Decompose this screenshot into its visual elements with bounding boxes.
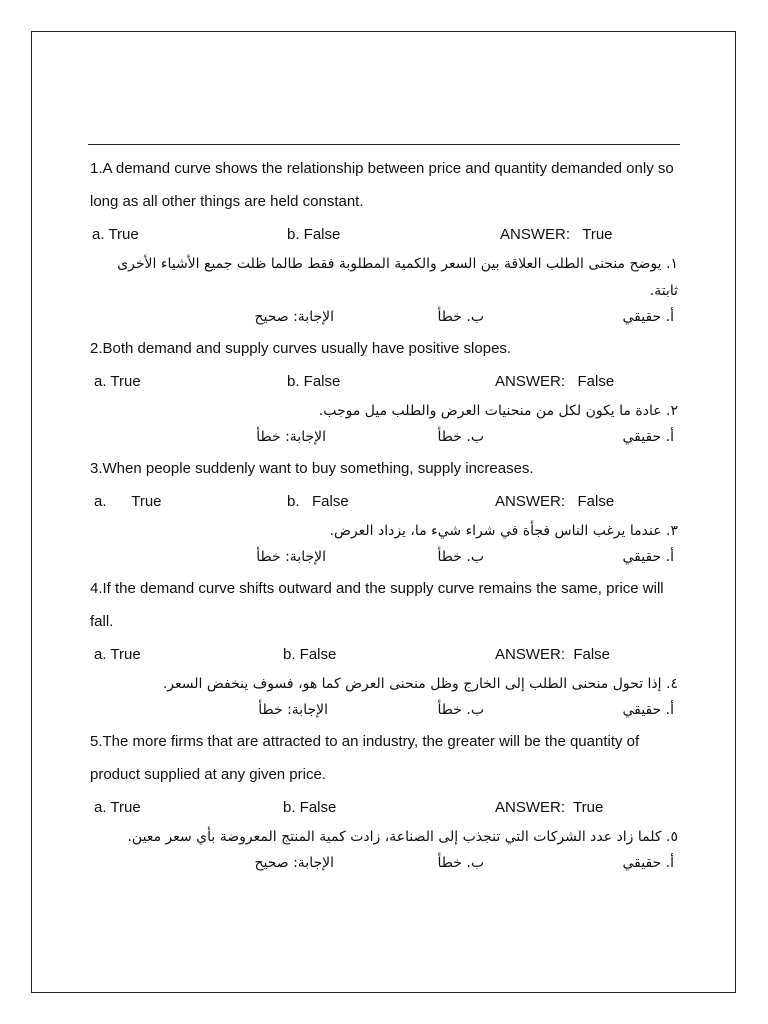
arabic-question-text: ١. يوضح منحنى الطلب العلاقة بين السعر والكمية المطلوبة فقط طالما ظلت جميع الأشياء الأخرى ثابتة. [117, 256, 678, 299]
header-rule [88, 144, 680, 145]
arabic-answer-options [90, 305, 684, 332]
arabic-option-a: أ. حقيقي [622, 549, 674, 565]
answer-label: ANSWER: False [495, 493, 615, 510]
arabic-answer-label: الإجابة: خطأ [256, 549, 326, 565]
arabic-question-text: ٥. كلما زاد عدد الشركات التي تنجذب إلى الصناعة، زادت كمية المنتج المعروضة بأي سعر معين. [127, 829, 678, 845]
option-a: a. True [94, 799, 141, 816]
question-text: 3.When people suddenly want to buy something, supply increases. [90, 460, 534, 477]
answer-label: ANSWER: False [495, 373, 615, 390]
question-block [90, 452, 684, 572]
answer-options [90, 638, 684, 671]
arabic-answer-label: الإجابة: صحيح [254, 855, 334, 871]
answer-options [90, 485, 684, 518]
option-b: b. False [287, 493, 349, 510]
question-block [90, 152, 684, 332]
arabic-option-b: ب. خطأ [437, 309, 484, 325]
answer-options [90, 365, 684, 398]
arabic-question-text: ٤. إذا تحول منحنى الطلب إلى الخارج وظل منحنى العرض كما هو، فسوف ينخفض السعر. [162, 676, 678, 692]
answer-label: ANSWER: False [495, 646, 611, 663]
question-block [90, 725, 684, 878]
arabic-answer-label: الإجابة: خطأ [256, 429, 326, 445]
arabic-option-b: ب. خطأ [437, 702, 484, 718]
arabic-option-b: ب. خطأ [437, 549, 484, 565]
question-block [90, 572, 684, 725]
option-b: b. False [283, 646, 337, 663]
arabic-question-text: ٢. عادة ما يكون لكل من منحنيات العرض والطلب ميل موجب. [318, 403, 678, 419]
question-text: 2.Both demand and supply curves usually have positive slopes. [90, 340, 512, 357]
arabic-option-a: أ. حقيقي [622, 702, 674, 718]
arabic-option-a: أ. حقيقي [622, 309, 674, 325]
arabic-question-text: ٣. عندما يرغب الناس فجأة في شراء شيء ما، يزداد العرض. [329, 523, 678, 539]
arabic-option-a: أ. حقيقي [622, 855, 674, 871]
question-text: 5.The more firms that are attracted to an industry, the greater will be the quantity of product supplied at any given price. [90, 733, 640, 783]
arabic-option-a: أ. حقيقي [622, 429, 674, 445]
arabic-option-b: ب. خطأ [437, 855, 484, 871]
option-b: b. False [287, 373, 341, 390]
option-b: b. False [283, 799, 337, 816]
option-a: a. True [94, 493, 162, 510]
arabic-answer-options [90, 698, 684, 725]
arabic-answer-options [90, 545, 684, 572]
question-block [90, 332, 684, 452]
question-text: 4.If the demand curve shifts outward and the supply curve remains the same, price will fall. [90, 580, 664, 630]
answer-options [90, 218, 684, 251]
question-text: 1.A demand curve shows the relationship between price and quantity demanded only so long as all other things are held constant. [90, 160, 674, 210]
option-b: b. False [287, 226, 341, 243]
arabic-option-b: ب. خطأ [437, 429, 484, 445]
answer-label: ANSWER: True [495, 799, 604, 816]
arabic-answer-label: الإجابة: صحيح [254, 309, 334, 325]
option-a: a. True [94, 646, 141, 663]
arabic-answer-options [90, 425, 684, 452]
document-body [90, 152, 684, 878]
option-a: a. True [94, 373, 141, 390]
answer-label: ANSWER: True [500, 226, 613, 243]
answer-options [90, 791, 684, 824]
option-a: a. True [92, 226, 139, 243]
arabic-answer-options [90, 851, 684, 878]
arabic-answer-label: الإجابة: خطأ [258, 702, 328, 718]
